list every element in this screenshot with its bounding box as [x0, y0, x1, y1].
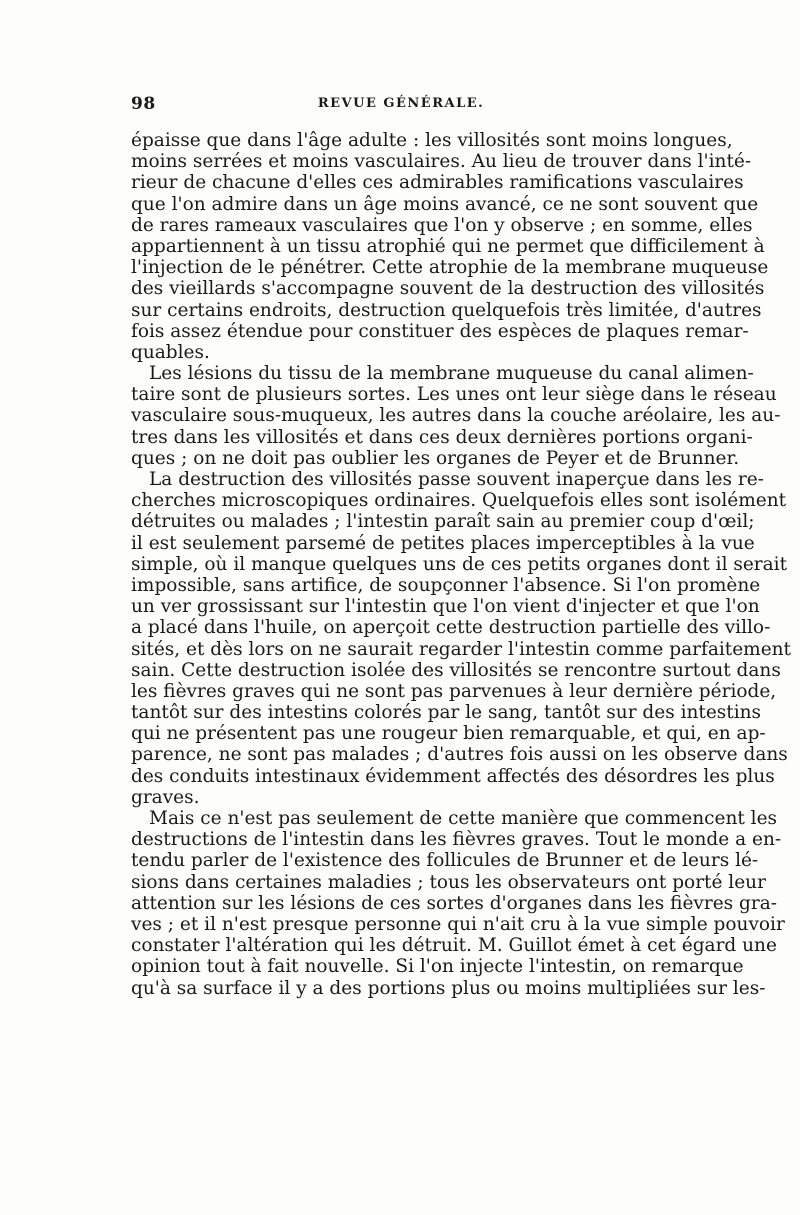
text-line: sités, et dès lors on ne saurait regarder l'intestin comme parfaitement [131, 638, 791, 660]
paragraph-end-line: ques ; on ne doit pas oublier les organes de Peyer et de Brunner. [131, 447, 740, 469]
text-line: vasculaire sous-muqueux, les autres dans la couche aréolaire, les au- [131, 405, 781, 427]
text-line: attention sur les lésions de ces sortes d'organes dans les fièvres gra- [131, 892, 778, 914]
text-line: ves ; et il n'est presque personne qui n'ait cru à la vue simple pouvoir [131, 913, 785, 935]
text-line: parence, ne sont pas malades ; d'autres fois aussi on les observe dans [131, 744, 788, 766]
paragraph-start-line: La destruction des villosités passe souvent inaperçue dans les re- [149, 469, 764, 490]
text-line: tres dans les villosités et dans ces deux dernières portions organi- [131, 426, 753, 448]
text-line: a placé dans l'huile, on aperçoit cette destruction partielle des villo- [131, 617, 771, 639]
text-line: sain. Cette destruction isolée des villosités se rencontre surtout dans [131, 659, 781, 681]
paragraph-start-line: Mais ce n'est pas seulement de cette manière que commencent les [149, 808, 778, 829]
text-line: des conduits intestinaux évidemment affectés des désordres les plus [131, 765, 775, 787]
text-line: fois assez étendue pour constituer des espèces de plaques remar- [131, 320, 749, 342]
text-line: épaisse que dans l'âge adulte : les villosités sont moins longues, [131, 130, 733, 151]
body-text [131, 130, 791, 999]
paragraph-end-line: graves. [131, 786, 200, 808]
text-line: cherches microscopiques ordinaires. Quelquefois elles sont isolément [131, 490, 787, 512]
page-number: 98 [131, 94, 156, 114]
paragraph-end-line: quables. [131, 341, 210, 363]
text-line: l'injection de le pénétrer. Cette atrophie de la membrane muqueuse [131, 257, 769, 279]
text-line: tantôt sur des intestins colorés par le sang, tantôt sur des intestins [131, 702, 762, 724]
text-line: détruites ou malades ; l'intestin paraît sain au premier coup d'œil; [131, 511, 755, 533]
text-line: des vieillards s'accompagne souvent de la destruction des villosités [131, 278, 765, 300]
text-line: sions dans certaines maladies ; tous les observateurs ont porté leur [131, 871, 766, 893]
text-line: appartiennent à un tissu atrophié qui ne permet que difficilement à [131, 235, 765, 257]
text-line: impossible, sans artifice, de soupçonner l'absence. Si l'on promène [131, 574, 761, 596]
text-line: de rares rameaux vasculaires que l'on y observe ; en somme, elles [131, 214, 753, 236]
text-line: tendu parler de l'existence des follicules de Brunner et de leurs lé- [131, 850, 759, 872]
text-line: qui ne présentent pas une rougeur bien remarquable, et qui, en ap- [131, 723, 766, 745]
text-line: opinion tout à fait nouvelle. Si l'on injecte l'intestin, on remarque [131, 956, 744, 978]
text-line: il est seulement parsemé de petites places imperceptibles à la vue [131, 532, 755, 554]
text-line: les fièvres graves qui ne sont pas parvenues à leur dernière période, [131, 680, 777, 702]
text-line: un ver grossissant sur l'intestin que l'on vient d'injecter et que l'on [131, 596, 760, 618]
text-line: que l'on admire dans un âge moins avancé, ce ne sont souvent que [131, 193, 759, 215]
page-header [131, 94, 671, 120]
running-title: REVUE GÉNÉRALE. [317, 96, 485, 111]
text-line: qu'à sa surface il y a des portions plus ou moins multipliées sur les- [131, 977, 766, 999]
text-line: destructions de l'intestin dans les fièvres graves. Tout le monde a en- [131, 829, 782, 851]
text-line: constater l'altération qui les détruit. M. Guillot émet à cet égard une [131, 935, 777, 957]
paragraph-start-line: Les lésions du tissu de la membrane muqueuse du canal alimen- [149, 363, 754, 385]
text-line: sur certains endroits, destruction quelquefois très limitée, d'autres [131, 299, 762, 321]
text-line: simple, où il manque quelques uns de ces petits organes dont il serait [131, 553, 788, 575]
text-line: moins serrées et moins vasculaires. Au lieu de trouver dans l'inté- [131, 151, 752, 173]
text-line: rieur de chacune d'elles ces admirables ramifications vasculaires [131, 172, 744, 194]
text-line: taire sont de plusieurs sortes. Les unes ont leur siège dans le réseau [131, 384, 777, 406]
